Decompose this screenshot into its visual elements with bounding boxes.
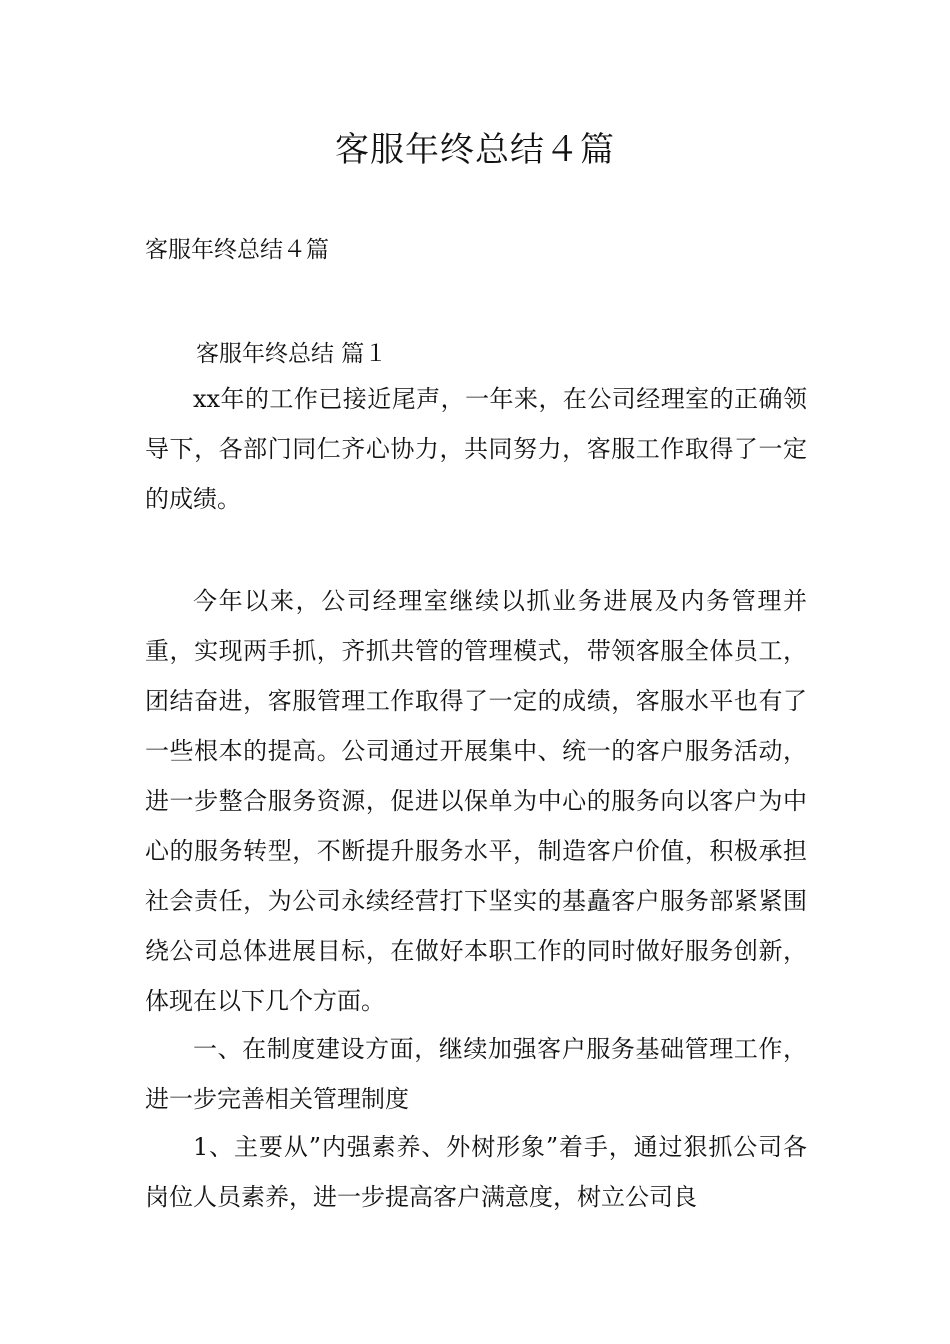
paragraph: 今年以来，公司经理室继续以抓业务进展及内务管理并重，实现两手抓，齐抓共管的管理模式，带领客服全体员工，团结奋进，客服管理工作取得了一定的成绩，客服水平也有了一些根本的提高。公司通过开展集中、统一的客户服务活动，进一步整合服务资源，促进以保单为中心的服务向以客户为中心的服务转型，不断提升服务水平，制造客户价值，积极承担社会责任，为公司永续经营打下坚实的基矗客户服务部紧紧围绕公司总体进展目标，在做好本职工作的同时做好服务创新，体现在以下几个方面。 [145, 587, 807, 1015]
section-heading: 客服年终总结 篇１ [196, 341, 388, 367]
document-title: 客服年终总结４篇 [335, 130, 615, 170]
paragraph: 1、主要从”内强素养、外树形象”着手，通过狠抓公司各岗位人员素养，进一步提高客户满意度，树立公司良 [145, 1133, 807, 1211]
paragraph: 一、在制度建设方面，继续加强客户服务基础管理工作，进一步完善相关管理制度 [145, 1035, 807, 1113]
document-subtitle: 客服年终总结４篇 [145, 237, 329, 263]
paragraph: xx年的工作已接近尾声，一年来，在公司经理室的正确领导下，各部门同仁齐心协力，共同努力，客服工作取得了一定的成绩。 [145, 385, 807, 513]
